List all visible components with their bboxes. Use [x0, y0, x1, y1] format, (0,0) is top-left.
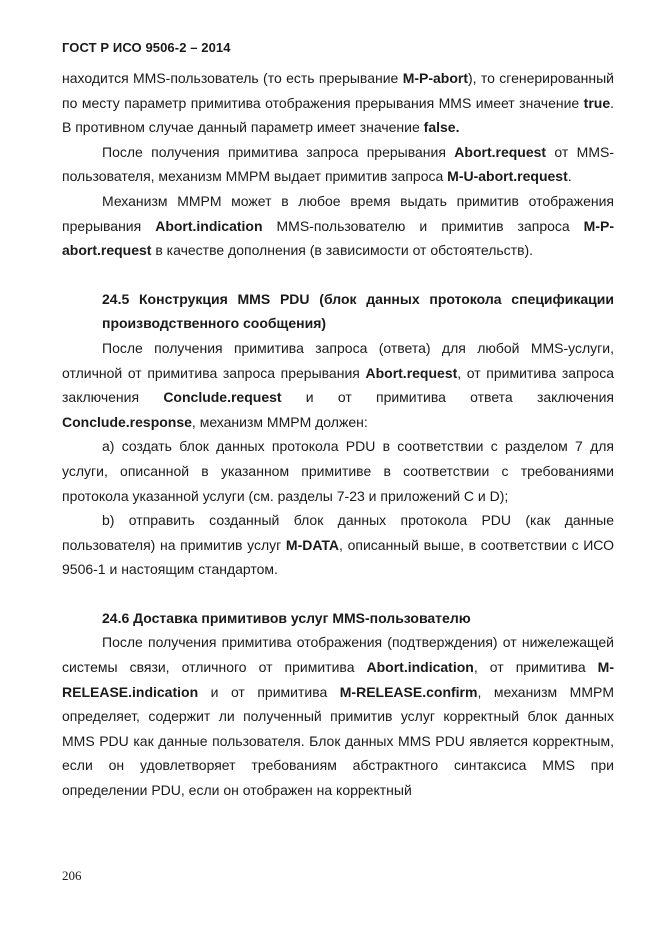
paragraph-delivery [62, 630, 614, 802]
term-m-release-indication: M-RELEASE.indication [62, 659, 614, 700]
term-abort-indication: Abort.indication [366, 659, 474, 676]
text-run: ), то сгенерированный по месту параметр примитива отображения прерывания MMS имеет значение [62, 70, 614, 111]
paragraph-continuation [62, 66, 614, 140]
term-true: true [583, 94, 611, 111]
page-number: 206 [62, 868, 82, 883]
paragraph-abort-request [62, 140, 614, 189]
term-abort-indication: Abort.indication [155, 217, 263, 234]
term-m-data: M-DATA [285, 536, 340, 553]
paragraph-abort-indication [62, 189, 614, 263]
document-body [62, 66, 614, 803]
spacer [62, 582, 614, 606]
text-run: После получения примитива отображения (подтверждения) от нижележащей системы связи, отличного от примитива [62, 634, 614, 676]
term-conclude-request: Conclude.request [163, 389, 282, 406]
text-run: и от примитива [198, 683, 340, 700]
term-abort-request: Abort.request [365, 364, 458, 381]
spacer [62, 263, 614, 287]
text-run: находится MMS-пользователь (то есть прерывание [62, 70, 403, 86]
term-m-u-abort-request: M-U-abort.request [447, 168, 568, 185]
text-run: После получения примитива запроса прерывания [102, 143, 455, 160]
term-false: false. [423, 119, 460, 136]
text-run: , от примитива [473, 659, 598, 676]
text-run: от MMS-пользователя, механизм MMPM выдает примитив запроса [62, 143, 614, 185]
list-item-a: a) создать блок данных протокола PDU в соответствии с разделом 7 для услуги, описанной в указанном примитиве в соответствии с требованиями протокола указанной услуги (см. разделы 7-23 и приложений C и D); [62, 438, 614, 504]
term-m-p-abort: M-P-abort [402, 70, 469, 86]
section-heading-24-6: 24.6 Доставка примитивов услуг MMS-пользователю [102, 609, 471, 626]
text-run: и от примитива ответа заключения [281, 389, 615, 406]
text-run: , механизм MMPM определяет, содержит ли полученный примитив услуг корректный блок данных MMS PDU как данные пользователя. Блок данных MMS PDU является корректным, если он удовлетворяет требованиям абстрактного синтаксиса MMS при определении PDU, если он отображен на корректный [62, 683, 614, 799]
text-run: MMS-пользователю и примитив запроса [262, 217, 584, 234]
term-conclude-response: Conclude.response [62, 413, 192, 430]
text-run: , механизм MMPM должен: [191, 413, 368, 430]
section-heading-24-5: 24.5 Конструкция MMS PDU (блок данных протокола спецификации производственного сообщения) [102, 290, 614, 332]
text-run: . [567, 168, 572, 185]
term-m-release-confirm: M-RELEASE.confirm [339, 683, 478, 700]
text-run: Механизм MMPM может в любое время выдать примитив отображения прерывания [62, 192, 614, 234]
list-item-b [62, 508, 614, 582]
text-run: , от примитива запроса заключения [62, 364, 614, 406]
text-run: b) отправить созданный блок данных протокола PDU (как данные пользователя) на примитив услуг [62, 512, 614, 553]
document-header: ГОСТ Р ИСО 9506-2 – 2014 [62, 40, 231, 55]
text-run: , описанный выше, в соответствии с ИСО 9506-1 и настоящим стандартом. [62, 536, 614, 578]
text-run: в качестве дополнения (в зависимости от обстоятельств). [151, 242, 534, 259]
term-m-p-abort-request: M-P-abort.request [62, 217, 614, 259]
term-abort-request: Abort.request [454, 143, 547, 160]
paragraph-pdu-construction [62, 336, 614, 434]
text-run: . В противном случае данный параметр имеет значение [62, 94, 614, 136]
text-run: После получения примитива запроса (ответа) для любой MMS-услуги, отличной от примитива запроса прерывания [62, 339, 614, 381]
